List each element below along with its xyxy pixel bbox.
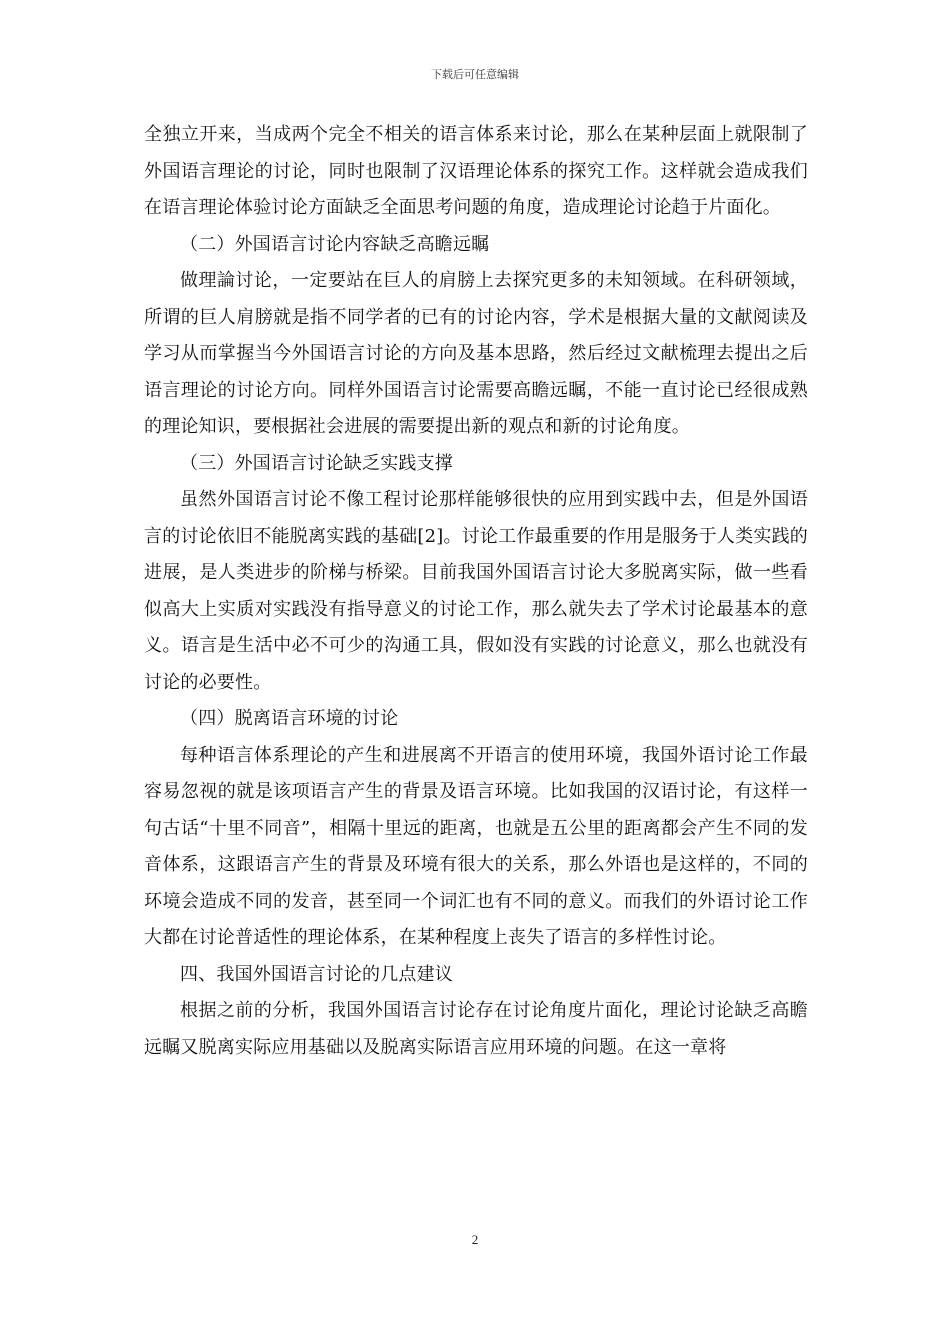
paragraph-section-3: 虽然外国语言讨论不像工程讨论那样能够很快的应用到实践中去，但是外国语言的讨论依旧不能脱离实践的基础[2]。讨论工作最重要的作用是服务于人类实践的进展，是人类进步的阶梯与桥梁。目前我国外国语言讨论大多脱离实际，做一些看似高大上实质对实践没有指导意义的讨论工作，那么就失去了学术讨论最基本的意义。语言是生活中必不可少的沟通工具，假如没有实践的讨论意义，那么也就没有讨论的必要性。	[144, 489, 808, 693]
paragraph-section-4: 每种语言体系理论的产生和进展离不开语言的使用环境，我国外语讨论工作最容易忽视的就是该项语言产生的背景及语言环境。比如我国的汉语讨论，有这样一句古话“十里不同音”，相隔十里远的距离，也就是五公里的距离都会产生不同的发音体系，这跟语言产生的背景及环境有很大的关系，那么外语也是这样的，不同的环境会造成不同的发音，甚至同一个词汇也有不同的意义。而我们的外语讨论工作大都在讨论普适性的理论体系，在某种程度上丧失了语言的多样性讨论。	[144, 744, 808, 948]
paragraph-chapter-4: 根据之前的分析，我国外国语言讨论存在讨论角度片面化，理论讨论缺乏高瞻远瞩又脱离实际应用基础以及脱离实际语言应用环境的问题。在这一章将	[144, 1000, 808, 1058]
section-heading-2: （二）外国语言讨论内容缺乏高瞻远瞩	[180, 233, 490, 255]
document-body	[144, 117, 808, 1066]
page-number: 2	[471, 1232, 479, 1247]
section-heading-3: （三）外国语言讨论缺乏实践支撑	[180, 452, 453, 474]
paragraph-continuation: 全独立开来，当成两个完全不相关的语言体系来讨论，那么在某种层面上就限制了外国语言理论的讨论，同时也限制了汉语理论体系的探究工作。这样就会造成我们在语言理论体验讨论方面缺乏全面思考问题的角度，造成理论讨论趋于片面化。	[144, 124, 808, 218]
section-heading-4: （四）脱离语言环境的讨论	[180, 708, 399, 729]
page-header: 下载后可任意编辑	[431, 68, 519, 81]
paragraph-section-2: 做理論讨论，一定要站在巨人的肩膀上去探究更多的未知领域。在科研领域，所谓的巨人肩膀就是指不同学者的已有的讨论内容，学术是根据大量的文献阅读及学习从而掌握当今外国语言讨论的方向及基本思路，然后经过文献梳理去提出之后语言理论的讨论方向。同样外国语言讨论需要高瞻远瞩，不能一直讨论已经很成熟的理论知识，要根据社会进展的需要提出新的观点和新的讨论角度。	[144, 270, 808, 437]
chapter-heading-4: 四、我国外国语言讨论的几点建议	[180, 963, 453, 985]
